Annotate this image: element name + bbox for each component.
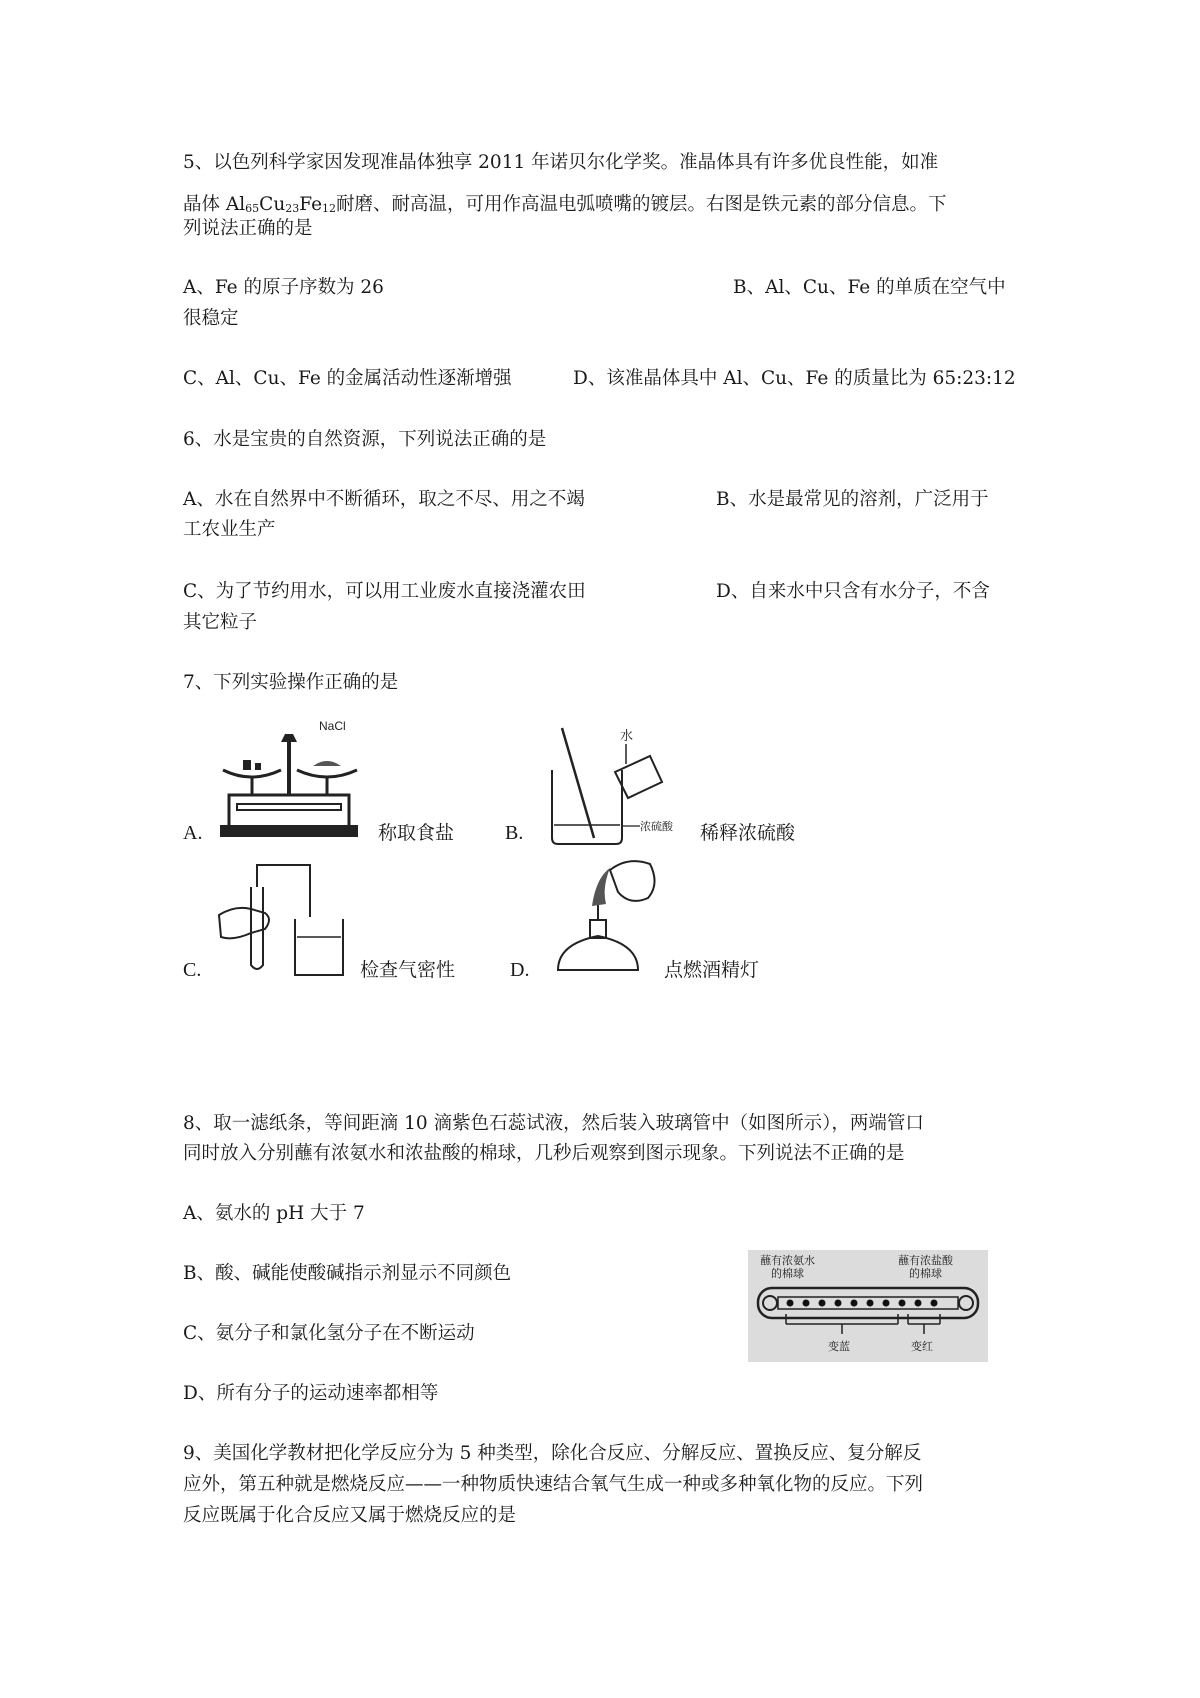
q5-option-b: B、Al、Cu、Fe 的单质在空气中 [733, 277, 1006, 298]
hcl-label-line1: 蘸有浓盐酸 [898, 1254, 953, 1267]
q6-option-a: A、水在自然界中不断循环，取之不尽、用之不竭 [183, 489, 585, 510]
tube-drawing [748, 1250, 988, 1362]
drop-5 [851, 1300, 858, 1307]
q5-stem-line3: 列说法正确的是 [183, 218, 313, 239]
q5-sub-al: 65 [245, 202, 260, 215]
glass-tube-figure [748, 1250, 988, 1362]
q8-stem-line2: 同时放入分别蘸有浓氨水和浓盐酸的棉球，几秒后观察到图示现象。下列说法不正确的是 [183, 1143, 905, 1164]
delivery-tube [257, 865, 310, 917]
q6-option-d: D、自来水中只含有水分子，不含 [716, 581, 990, 602]
drop-6 [867, 1300, 874, 1307]
q5-option-d: D、该准晶体具中 Al、Cu、Fe 的质量比为 65:23:12 [573, 368, 1016, 389]
turns-blue-label: 变蓝 [828, 1340, 850, 1353]
q7-label-d: D. [510, 959, 530, 981]
q7-label-c: C. [183, 959, 202, 981]
drop-7 [883, 1300, 890, 1307]
q8-stem-line1: 8、取一滤纸条，等间距滴 10 滴紫色石蕊试液，然后装入玻璃管中（如图所示），两端管口 [183, 1113, 924, 1134]
balance-beam [237, 804, 341, 810]
weight-1 [243, 760, 251, 770]
dilution-figure [540, 720, 695, 848]
nacl-label: NaCl [319, 720, 346, 733]
water-beaker [295, 919, 343, 975]
ammonia-label-line1: 蘸有浓氨水 [760, 1254, 815, 1267]
acid-label: 浓硫酸 [640, 820, 673, 833]
drop-9 [915, 1300, 922, 1307]
ammonia-label-line2: 的棉球 [771, 1267, 804, 1280]
q5-stem-line2-post: 耐磨、耐高温，可用作高温电弧喷嘴的镀层。右图是铁元素的部分信息。下 [336, 194, 947, 215]
q7-label-b: B. [505, 822, 524, 844]
alcohol-lamp-figure [548, 848, 668, 978]
q5-sub-cu: 23 [285, 202, 300, 215]
q8-option-c: C、氨分子和氯化氢分子在不断运动 [183, 1323, 475, 1344]
glass-rod [562, 728, 594, 838]
q5-option-c: C、Al、Cu、Fe 的金属活动性逐渐增强 [183, 368, 512, 389]
drop-4 [835, 1300, 842, 1307]
q6-option-b: B、水是最常见的溶剂，广泛用于 [716, 489, 989, 510]
q7-caption-a: 称取食盐 [378, 822, 455, 844]
drop-8 [899, 1300, 906, 1307]
hcl-label-line2: 的棉球 [909, 1267, 942, 1280]
lamp-body [558, 936, 638, 970]
q5-stem-line2-pre: 晶体 Al [183, 194, 246, 215]
q9-stem-line2: 应外，第五种就是燃烧反应——一种物质快速结合氧气生成一种或多种氧化物的反应。下列 [183, 1474, 924, 1495]
drop-3 [819, 1300, 826, 1307]
q7-caption-d: 点燃酒精灯 [664, 959, 760, 981]
left-pan [223, 770, 281, 777]
balance-figure [215, 720, 365, 845]
second-lamp [610, 861, 655, 901]
drop-2 [803, 1300, 810, 1307]
q7-caption-b: 稀释浓硫酸 [700, 822, 796, 844]
q9-stem-line1: 9、美国化学教材把化学反应分为 5 种类型，除化合反应、分解反应、置换反应、复分解反 [183, 1443, 922, 1464]
q5-sub-fe: 12 [322, 202, 337, 215]
q6-stem: 6、水是宝贵的自然资源，下列说法正确的是 [183, 429, 547, 450]
water-label: 水 [620, 729, 634, 744]
q7-stem: 7、下列实验操作正确的是 [183, 672, 399, 693]
q5-option-b-cont: 很稳定 [183, 308, 239, 329]
weight-2 [255, 763, 261, 770]
airtightness-figure [215, 857, 365, 977]
hand [219, 908, 269, 938]
q7-label-a: A. [183, 822, 203, 844]
test-tube [251, 887, 263, 969]
q5-el-cu: Cu [259, 194, 286, 215]
turns-red-label: 变红 [911, 1340, 933, 1353]
q5-option-a: A、Fe 的原子序数为 26 [183, 277, 384, 298]
q6-option-d-cont: 其它粒子 [183, 612, 258, 633]
flame [592, 868, 610, 906]
salt-pile [313, 761, 341, 766]
q5-el-fe: Fe [299, 194, 323, 215]
q6-option-c: C、为了节约用水，可以用工业废水直接浇灌农田 [183, 581, 586, 602]
q8-option-b: B、酸、碱能使酸碱指示剂显示不同颜色 [183, 1263, 512, 1284]
q8-option-d: D、所有分子的运动速率都相等 [183, 1383, 439, 1404]
drop-10 [931, 1300, 938, 1307]
balance-top [281, 734, 297, 742]
q5-stem-line1: 5、以色列科学家因发现准晶体独享 2011 年诺贝尔化学奖。准晶体具有许多优良性能，如准 [183, 152, 939, 173]
q7-caption-c: 检查气密性 [360, 959, 456, 981]
q9-stem-line3: 反应既属于化合反应又属于燃烧反应的是 [183, 1505, 517, 1526]
left-cotton-ball [763, 1296, 777, 1310]
q6-option-b-cont: 工农业生产 [183, 519, 276, 540]
right-cotton-ball [959, 1296, 973, 1310]
drop-1 [787, 1300, 794, 1307]
right-pan [297, 770, 357, 777]
q8-option-a: A、氨水的 pH 大于 7 [183, 1203, 365, 1224]
beaker [552, 770, 622, 844]
